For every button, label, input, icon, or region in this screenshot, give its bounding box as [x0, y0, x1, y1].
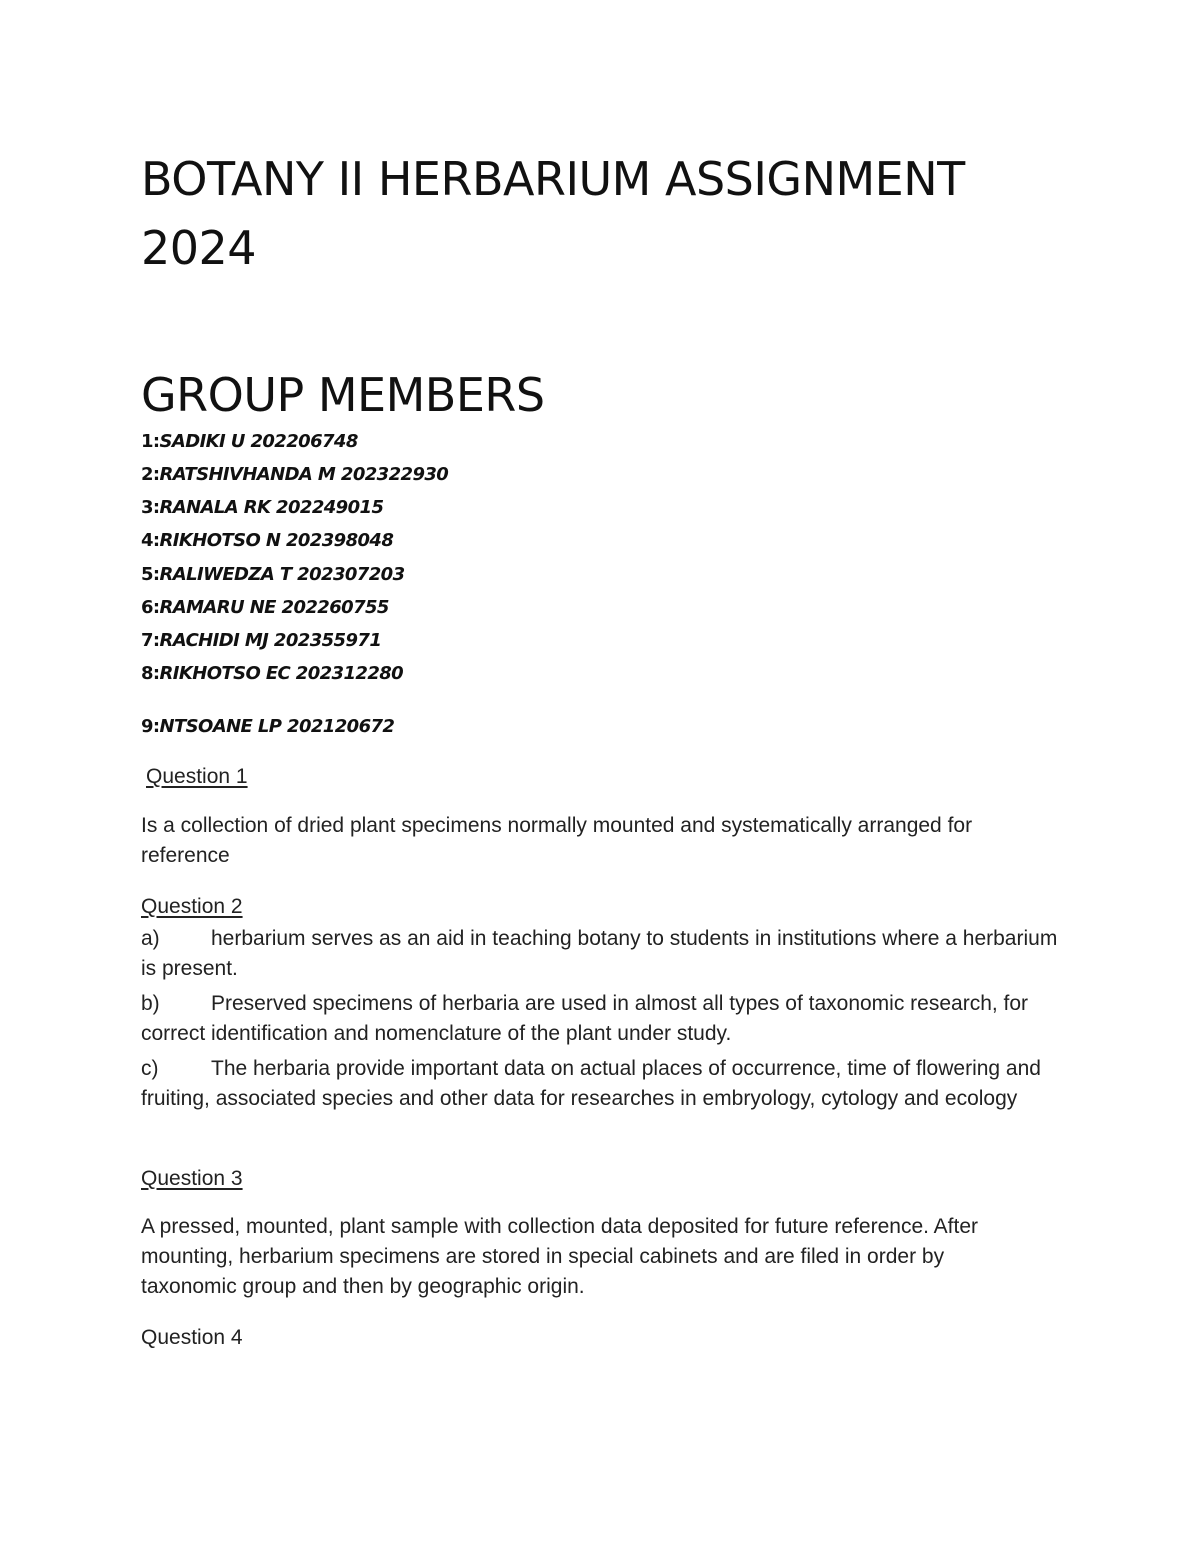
member-item	[141, 497, 383, 519]
member-number: 5:	[141, 564, 160, 585]
member-item	[141, 431, 358, 453]
member-number: 9:	[141, 716, 160, 737]
member-name: SADIKI U 202206748	[159, 431, 358, 452]
item-text: herbarium serves as an aid in teaching botany to students in institutions where a herbarium is present.	[141, 927, 1058, 980]
question-2-label: Question 2	[141, 895, 243, 918]
question-3-answer: A pressed, mounted, plant sample with collection data deposited for future reference. After mounting, herbarium specimens are stored in special cabinets and are filed in order by taxonomic group and then by geographic origin.	[141, 1215, 978, 1298]
member-number: 7:	[141, 630, 160, 651]
document-title-line1: BOTANY II HERBARIUM ASSIGNMENT	[141, 152, 965, 206]
member-item	[141, 597, 389, 619]
question-3-label: Question 3	[141, 1167, 243, 1190]
member-item	[141, 663, 403, 685]
member-number: 3:	[141, 497, 160, 518]
member-name: RALIWEDZA T 202307203	[159, 564, 405, 585]
question-1-answer: Is a collection of dried plant specimens normally mounted and systematically arranged for reference	[141, 814, 973, 867]
member-number: 4:	[141, 530, 160, 551]
item-text: Preserved specimens of herbaria are used in almost all types of taxonomic research, for correct identification and nomenclature of the plant under study.	[141, 992, 1029, 1045]
member-name: RANALA RK 202249015	[159, 497, 384, 518]
question-2-item-b	[141, 989, 1061, 1049]
member-name: RATSHIVHANDA M 202322930	[159, 464, 449, 485]
question-4-label: Question 4	[141, 1326, 243, 1349]
question-1-label: Question 1	[146, 765, 248, 788]
item-marker: c)	[141, 1057, 159, 1080]
member-number: 2:	[141, 464, 160, 485]
member-item	[141, 530, 393, 552]
member-name: NTSOANE LP 202120672	[159, 716, 395, 737]
member-number: 8:	[141, 663, 160, 684]
member-item	[141, 464, 448, 486]
member-number: 6:	[141, 597, 160, 618]
document-title-line2: 2024	[141, 221, 257, 275]
member-number: 1:	[141, 431, 160, 452]
member-name: RIKHOTSO N 202398048	[159, 530, 394, 551]
item-text: The herbaria provide important data on actual places of occurrence, time of flowering and fruiting, associated species and other data for researches in embryology, cytology and ecology	[141, 1057, 1041, 1110]
member-name: RIKHOTSO EC 202312280	[159, 663, 404, 684]
member-name: RACHIDI MJ 202355971	[159, 630, 382, 651]
member-item	[141, 630, 381, 652]
members-heading: GROUP MEMBERS	[141, 368, 545, 422]
question-2-item-a	[141, 924, 1061, 984]
question-2-item-c	[141, 1054, 1061, 1114]
item-marker: b)	[141, 992, 160, 1015]
member-name: RAMARU NE 202260755	[159, 597, 389, 618]
item-marker: a)	[141, 927, 160, 950]
member-item	[141, 716, 394, 738]
member-item	[141, 564, 405, 586]
